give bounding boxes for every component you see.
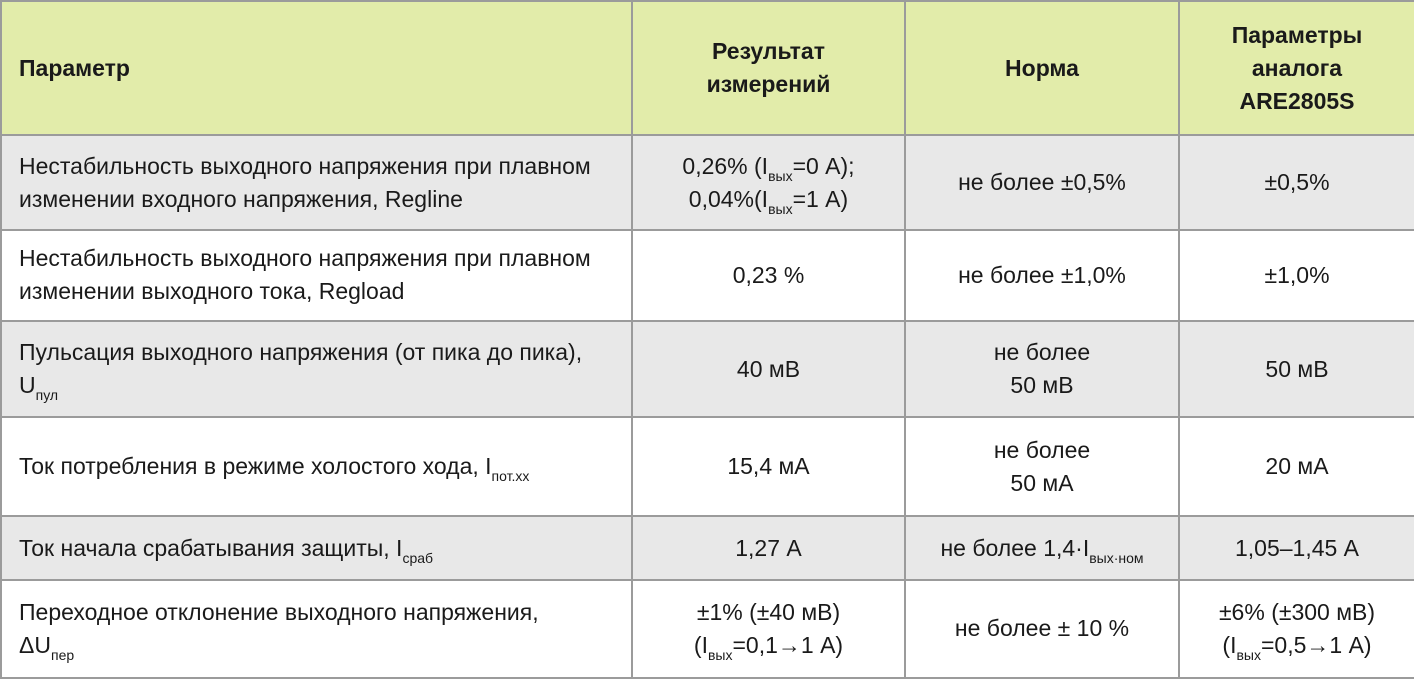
table-row: [1, 580, 1414, 678]
row-param: Переходное отклонение выходного напряжения, $\Delta U_{пер}$: [1, 580, 632, 678]
header-result: Результат измерений: [632, 1, 905, 135]
header-analog: Параметры аналога ARE2805S: [1179, 1, 1414, 135]
row-result: 0,23 %: [632, 230, 905, 321]
table-row: [1, 516, 1414, 579]
row-result: 1,27 А: [632, 516, 905, 579]
row-analog: ±6% (±300 мВ) ($I_{вых}=0,5\to 1$ А): [1179, 580, 1414, 678]
row-param: Пульсация выходного напряжения (от пика до пика), $U_{пул}$: [1, 321, 632, 417]
row-result: 40 мВ: [632, 321, 905, 417]
row-result: 0,26% ($I_{вых}=0$ А); $0,04\%(I_{вых}=1$ А): [632, 135, 905, 229]
row-param: Ток начала срабатывания защиты, $I_{сраб}$: [1, 516, 632, 579]
header-norm: Норма: [905, 1, 1179, 135]
row-norm: не более ±0,5%: [905, 135, 1179, 229]
row-analog: ±1,0%: [1179, 230, 1414, 321]
row-norm: не более 50 мА: [905, 417, 1179, 516]
row-norm: не более ±1,0%: [905, 230, 1179, 321]
row-result: 15,4 мА: [632, 417, 905, 516]
row-analog: 20 мА: [1179, 417, 1414, 516]
row-param: Нестабильность выходного напряжения при плавном изменении входного напряжения, Regline: [1, 135, 632, 229]
row-norm: не более $1,4\cdot I_{вых\cdot ном}$: [905, 516, 1179, 579]
header-parameter: Параметр: [1, 1, 632, 135]
row-result: ±1% (±40 мВ) ($I_{вых}=0,1\to 1$ А): [632, 580, 905, 678]
table-row: [1, 135, 1414, 229]
table-row: [1, 321, 1414, 417]
row-param: Нестабильность выходного напряжения при плавном изменении выходного тока, Regload: [1, 230, 632, 321]
table-header-row: [1, 1, 1414, 135]
row-param: Ток потребления в режиме холостого хода, $I_{пот.хх}$: [1, 417, 632, 516]
row-analog: 50 мВ: [1179, 321, 1414, 417]
row-norm: не более 50 мВ: [905, 321, 1179, 417]
row-analog: 1,05–1,45 А: [1179, 516, 1414, 579]
table-row: [1, 230, 1414, 321]
row-analog: ±0,5%: [1179, 135, 1414, 229]
row-norm: не более ± 10 %: [905, 580, 1179, 678]
table-row: [1, 417, 1414, 516]
